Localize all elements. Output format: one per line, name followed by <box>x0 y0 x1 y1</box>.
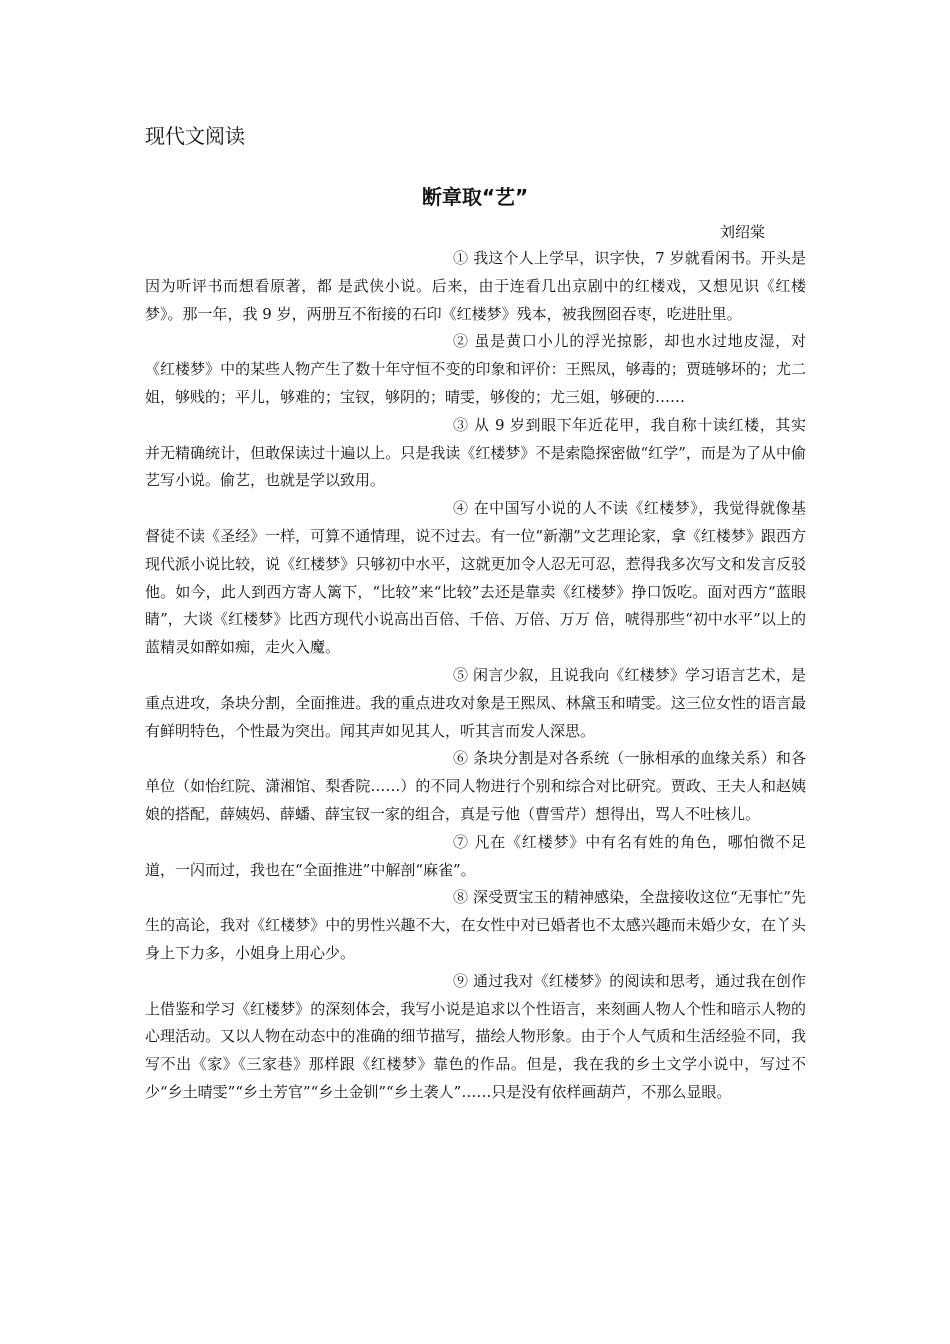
section-title: 现代文阅读 <box>145 124 245 148</box>
paragraph-4: ④ 在中国写小说的人不读《红楼梦》，我觉得就像基督徒不读《圣经》一样，可算不通情理，说不过去。有一位“新潮”文艺理论家，拿《红楼梦》跟西方现代派小说比较，说《红楼梦》只够初中水平，这就更加令人忍无可忍，惹得我多次写文和发言反驳他。如今，此人到西方寄人篱下，“比较”来“比较”去还是靠卖《红楼梦》挣口饭吃。面对西方“蓝眼睛”，大谈《红楼梦》比西方现代小说高出百倍、千倍、万倍、万万 倍，唬得那些“初中水平”以上的蓝精灵如醉如痴，走火入魔。 <box>145 499 806 657</box>
paragraph-7: ⑦ 凡在《红楼梦》中有名有姓的角色，哪怕微不足道，一闪而过，我也在“全面推进”中解剖“麻雀”。 <box>145 832 806 879</box>
paragraph-6: ⑥ 条块分割是对各系统（一脉相承的血缘关系）和各单位（如怡红院、潇湘馆、梨香院……）的不同人物进行个别和综合对比研究。贾政、王夫人和赵姨娘的搭配，薛姨妈、薛蟠、薛宝钗一家的组合，真是亏他（曹雪芹）想得出，骂人不吐核儿。 <box>145 749 806 823</box>
article-title: 断章取“艺” <box>421 185 529 209</box>
paragraph-5: ⑤ 闲言少叙，且说我向《红楼梦》学习语言艺术，是重点进攻，条块分割，全面推进。我的重点进攻对象是王熙凤、林黛玉和晴雯。这三位女性的语言最有鲜明特色，个性最为突出。闻其声如见其人，听其言而发人深思。 <box>145 665 806 740</box>
paragraph-3: ③ 从 9 岁到眼下年近花甲，我自称十读红楼，其实并无精确统计，但敢保读过十遍以上。只是我读《红楼梦》不是索隐探密做“红学”，而是为了从中偷艺写小说。偷艺，也就是学以致用。 <box>145 415 806 490</box>
article-author: 刘绍棠 <box>720 223 766 241</box>
article-body <box>145 245 806 1107</box>
paragraph-2: ② 虽是黄口小儿的浮光掠影，却也水过地皮湿，对《红楼梦》中的某些人物产生了数十年守恒不变的印象和评价：王熙凤，够毒的；贾琏够坏的；尤二姐，够贱的；平儿，够难的；宝钗，够阴的；晴雯，够俊的；尤三姐，够硬的…… <box>145 332 806 406</box>
paragraph-8: ⑧ 深受贾宝玉的精神感染，全盘接收这位“无事忙”先生的高论，我对《红楼梦》中的男性兴趣不大，在女性中对已婚者也不太感兴趣而未婚少女，在丫头身上下力多，小姐身上用心少。 <box>145 888 806 962</box>
paragraph-1: ① 我这个人上学早，识字快，7 岁就看闲书。开头是因为听评书而想看原著，都 是武侠小说。后来，由于连看几出京剧中的红楼戏，又想见识《红楼梦》。那一年，我 9 岁，两册互不衔接的石印《红楼梦》残本，被我囫囵吞枣，吃进肚里。 <box>145 249 806 323</box>
paragraph-9: ⑨ 通过我对《红楼梦》的阅读和思考，通过我在创作上借鉴和学习《红楼梦》的深刻体会，我写小说是追求以个性语言，来刻画人物人个性和暗示人物的心理活动。又以人物在动态中的准确的细节描写，描绘人物形象。由于个人气质和生活经验不同，我写不出《家》《三家巷》那样跟《红楼梦》靠色的作品。但是，我在我的乡土文学小说中，写过不少“乡土晴雯”“乡土芳官”“乡土金钏”“乡土袭人”……只是没有依样画葫芦，不那么显眼。 <box>145 971 806 1101</box>
